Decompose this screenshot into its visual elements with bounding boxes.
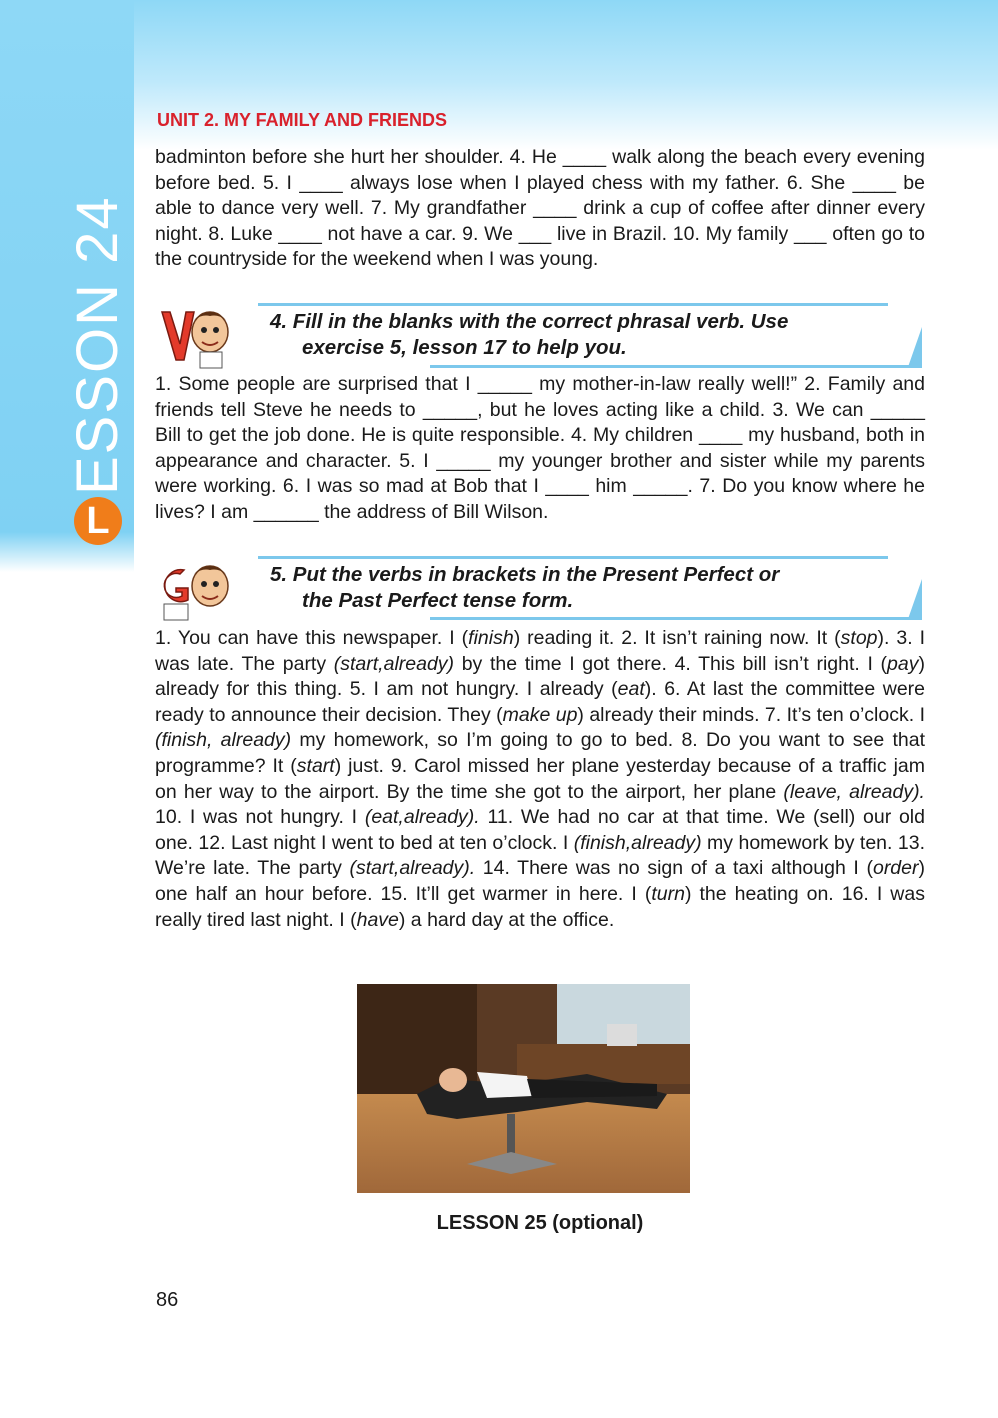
task5-text: 14. There was no sign of a taxi although I ( [475, 857, 873, 880]
header-band [0, 0, 998, 150]
task4-banner-top [258, 303, 888, 306]
verb-prompt: (eat,already). [364, 806, 480, 829]
task5-text: ). 3. I was late. The party [155, 627, 925, 675]
verb-prompt: turn [651, 882, 685, 905]
verb-prompt: make up [502, 703, 578, 726]
task5-text: ) already their minds. 7. It’s ten o’clock. I [577, 703, 925, 726]
verb-prompt: order [872, 857, 919, 880]
verb-prompt: (start,already). [349, 857, 476, 880]
lesson-number: ESSON 24 [65, 195, 130, 495]
task4-heading [270, 309, 920, 361]
task5-text: by the time I got there. 4. This bill isn’t right. I ( [454, 652, 888, 675]
task5-heading [270, 562, 920, 614]
task5-text: 11. We had no car at that time. We (sell) our old one. 12. Last night I went to bed at ten o’clock. I [155, 806, 925, 854]
verb-prompt: eat [617, 678, 645, 701]
task5-text: ) already for this thing. 5. I am not hungry. I already ( [155, 652, 925, 701]
task5-text: ) the heating on. 16. I was really tired last night. I ( [155, 882, 925, 931]
next-lesson-title: LESSON 25 (optional) [436, 1212, 644, 1234]
vocabulary-mascot-icon [154, 306, 234, 370]
task5-heading-line2: the Past Perfect tense form. [302, 589, 574, 612]
verb-prompt: (leave, already). [783, 780, 925, 803]
task5-banner-top [258, 556, 888, 559]
task5-text: my homework, so I’m going to go to bed. 8. Do you want to see that programme? It ( [155, 729, 925, 777]
page-number: 86 [156, 1289, 179, 1311]
task5-text: 1. You can have this newspaper. I ( [155, 627, 469, 649]
unit-title: UNIT 2. MY FAMILY AND FRIENDS [157, 110, 448, 130]
task5-text: ) just. 9. Carol missed her plane yesterday because of a traffic jam on her way to the airport. By the time she got to the airport, her plane [155, 754, 925, 803]
task4-banner-base [430, 365, 922, 368]
verb-prompt: have [356, 908, 399, 931]
lesson-initial: L [74, 497, 122, 545]
task5-heading-line1: 5. Put the verbs in brackets in the Present Perfect or [270, 563, 780, 586]
task4-heading-line1: 4. Fill in the blanks with the correct phrasal verb. Use [270, 310, 789, 333]
verb-prompt: pay [887, 652, 919, 675]
grammar-mascot-icon [154, 560, 234, 624]
verb-prompt: stop [840, 627, 878, 649]
task5-text: 10. I was not hungry. I [155, 806, 365, 829]
task5-text: my homework by ten. 13. We’re late. The party [155, 831, 925, 880]
verb-prompt: (start,already) [333, 652, 455, 675]
task5-text: ) one half an hour before. 15. It’ll get warmer in here. I ( [155, 857, 925, 905]
verb-prompt: (finish,already) [573, 831, 702, 854]
verb-prompt: finish [468, 627, 514, 649]
task5-banner-base [430, 617, 922, 620]
task5-text: ) a hard day at the office. [398, 908, 615, 931]
task4-paragraph: 1. Some people are surprised that I _____ my mother-in-law really well!” 2. Family and friends tell Steve he needs to _____, but he loves acting like a child. 3. We can _____ Bill to get the job done. He is quite responsible. 4. My children ____ my husband, both in appearance and character. 5. I _____ my younger brother and sister while my parents were working. 6. I was so mad at Bob that I ____ him _____. 7. Do you know where he lives? I am ______ the address of Bill Wilson. [155, 373, 925, 523]
task5-text: ) reading it. 2. It isn’t raining now. It ( [513, 627, 841, 649]
task5-paragraph [155, 626, 925, 933]
task5-text: ). 6. At last the committee were ready to announce their decision. They ( [155, 678, 925, 726]
verb-prompt: start [296, 754, 335, 777]
office-photo [357, 984, 690, 1193]
task4-heading-line2: exercise 5, lesson 17 to help you. [302, 336, 627, 359]
verb-prompt: (finish, already) [155, 729, 292, 752]
intro-paragraph: badminton before she hurt her shoulder. 4. He ____ walk along the beach every evening before bed. 5. I ____ always lose when I played chess with my father. 6. She ____ be able to dance very well. 7. My grandfather ____ drink a cup of coffee after dinner every night. 8. Luke ____ not have a car. 9. We ___ live in Brazil. 10. My family ___ often go to the countryside for the weekend when I was young. [155, 146, 925, 271]
